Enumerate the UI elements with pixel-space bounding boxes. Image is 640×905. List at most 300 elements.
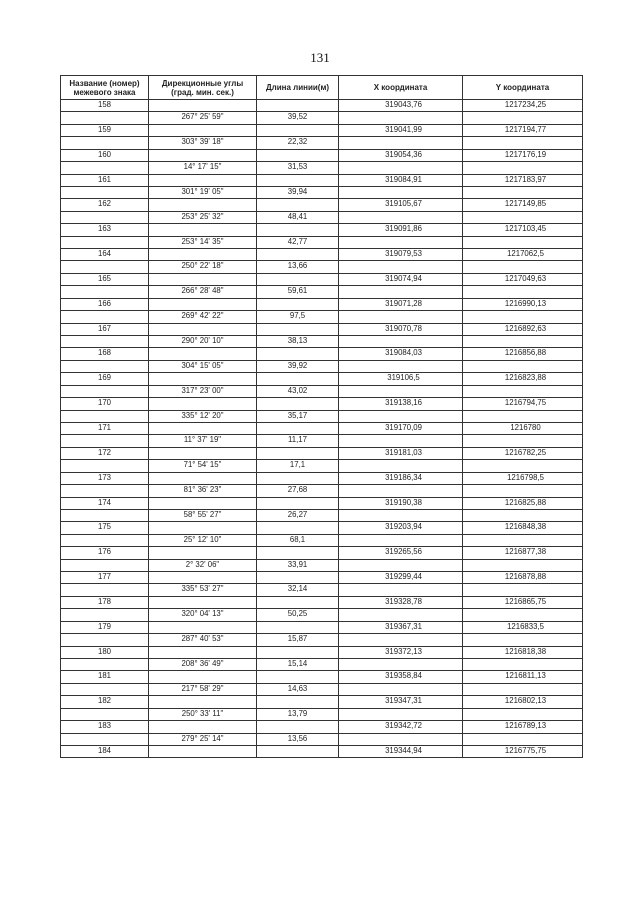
empty-cell xyxy=(463,236,583,248)
header-y-coordinate: Y координата xyxy=(463,76,583,100)
x-coordinate: 319367,31 xyxy=(339,621,463,633)
empty-cell xyxy=(463,336,583,348)
point-row xyxy=(61,124,583,136)
y-coordinate: 1216794,75 xyxy=(463,398,583,410)
point-name: 177 xyxy=(61,572,149,584)
empty-cell xyxy=(61,609,149,621)
y-coordinate: 1216877,38 xyxy=(463,547,583,559)
x-coordinate: 319074,94 xyxy=(339,273,463,285)
line-length: 31,53 xyxy=(257,162,339,174)
segment-row xyxy=(61,186,583,198)
empty-cell xyxy=(61,733,149,745)
direction-angle: 335° 53' 27" xyxy=(149,584,257,596)
point-row xyxy=(61,149,583,161)
empty-cell xyxy=(61,634,149,646)
empty-cell xyxy=(257,348,339,360)
empty-cell xyxy=(257,721,339,733)
line-length: 50,25 xyxy=(257,609,339,621)
empty-cell xyxy=(257,100,339,112)
empty-cell xyxy=(257,323,339,335)
segment-row xyxy=(61,509,583,521)
empty-cell xyxy=(61,336,149,348)
empty-cell xyxy=(339,584,463,596)
empty-cell xyxy=(61,211,149,223)
empty-cell xyxy=(463,186,583,198)
point-name: 176 xyxy=(61,547,149,559)
segment-row xyxy=(61,360,583,372)
line-length: 15,87 xyxy=(257,634,339,646)
empty-cell xyxy=(149,547,257,559)
direction-angle: 301° 19' 05" xyxy=(149,186,257,198)
segment-row xyxy=(61,534,583,546)
point-row xyxy=(61,348,583,360)
point-name: 159 xyxy=(61,124,149,136)
line-length: 42,77 xyxy=(257,236,339,248)
empty-cell xyxy=(339,509,463,521)
empty-cell xyxy=(149,149,257,161)
point-row xyxy=(61,100,583,112)
empty-cell xyxy=(339,683,463,695)
x-coordinate: 319054,36 xyxy=(339,149,463,161)
line-length: 39,92 xyxy=(257,360,339,372)
y-coordinate: 1216823,88 xyxy=(463,373,583,385)
empty-cell xyxy=(339,360,463,372)
point-row xyxy=(61,696,583,708)
empty-cell xyxy=(61,186,149,198)
x-coordinate: 319358,84 xyxy=(339,671,463,683)
empty-cell xyxy=(149,298,257,310)
y-coordinate: 1217183,97 xyxy=(463,174,583,186)
point-row xyxy=(61,596,583,608)
direction-angle: 71° 54' 15" xyxy=(149,460,257,472)
point-row xyxy=(61,224,583,236)
empty-cell xyxy=(463,733,583,745)
empty-cell xyxy=(463,534,583,546)
point-row xyxy=(61,522,583,534)
direction-angle: 317° 23' 00" xyxy=(149,385,257,397)
line-length: 39,94 xyxy=(257,186,339,198)
empty-cell xyxy=(463,683,583,695)
segment-row xyxy=(61,460,583,472)
empty-cell xyxy=(257,124,339,136)
empty-cell xyxy=(61,236,149,248)
point-name: 174 xyxy=(61,497,149,509)
empty-cell xyxy=(61,584,149,596)
x-coordinate: 319203,94 xyxy=(339,522,463,534)
empty-cell xyxy=(257,149,339,161)
y-coordinate: 1216775,75 xyxy=(463,745,583,757)
direction-angle: 303° 39' 18" xyxy=(149,137,257,149)
empty-cell xyxy=(257,646,339,658)
point-row xyxy=(61,174,583,186)
empty-cell xyxy=(61,385,149,397)
empty-cell xyxy=(463,658,583,670)
point-name: 166 xyxy=(61,298,149,310)
empty-cell xyxy=(149,472,257,484)
y-coordinate: 1216833,5 xyxy=(463,621,583,633)
empty-cell xyxy=(257,447,339,459)
y-coordinate: 1216811,13 xyxy=(463,671,583,683)
direction-angle: 208° 36' 49" xyxy=(149,658,257,670)
segment-row xyxy=(61,211,583,223)
segment-row xyxy=(61,733,583,745)
line-length: 33,91 xyxy=(257,559,339,571)
line-length: 48,41 xyxy=(257,211,339,223)
empty-cell xyxy=(339,385,463,397)
empty-cell xyxy=(339,261,463,273)
point-name: 170 xyxy=(61,398,149,410)
empty-cell xyxy=(339,435,463,447)
empty-cell xyxy=(61,360,149,372)
y-coordinate: 1216780 xyxy=(463,422,583,434)
point-name: 171 xyxy=(61,422,149,434)
empty-cell xyxy=(257,671,339,683)
point-row xyxy=(61,745,583,757)
point-name: 184 xyxy=(61,745,149,757)
point-name: 173 xyxy=(61,472,149,484)
direction-angle: 2° 32' 06" xyxy=(149,559,257,571)
empty-cell xyxy=(257,472,339,484)
x-coordinate: 319105,67 xyxy=(339,199,463,211)
header-x-coordinate: X координата xyxy=(339,76,463,100)
direction-angle: 253° 14' 35" xyxy=(149,236,257,248)
empty-cell xyxy=(149,596,257,608)
segment-row xyxy=(61,385,583,397)
empty-cell xyxy=(61,137,149,149)
point-row xyxy=(61,422,583,434)
empty-cell xyxy=(61,435,149,447)
table-header-row xyxy=(61,76,583,100)
empty-cell xyxy=(463,410,583,422)
y-coordinate: 1216856,88 xyxy=(463,348,583,360)
empty-cell xyxy=(61,683,149,695)
line-length: 97,5 xyxy=(257,311,339,323)
empty-cell xyxy=(339,112,463,124)
empty-cell xyxy=(149,572,257,584)
segment-row xyxy=(61,236,583,248)
line-length: 13,66 xyxy=(257,261,339,273)
point-name: 161 xyxy=(61,174,149,186)
empty-cell xyxy=(61,112,149,124)
point-row xyxy=(61,671,583,683)
direction-angle: 335° 12' 20" xyxy=(149,410,257,422)
empty-cell xyxy=(463,162,583,174)
x-coordinate: 319043,76 xyxy=(339,100,463,112)
line-length: 59,61 xyxy=(257,286,339,298)
y-coordinate: 1216818,38 xyxy=(463,646,583,658)
boundary-coordinates-table xyxy=(60,75,583,758)
y-coordinate: 1217049,63 xyxy=(463,273,583,285)
empty-cell xyxy=(463,435,583,447)
empty-cell xyxy=(257,249,339,261)
segment-row xyxy=(61,137,583,149)
header-direction-angle: Дирекционные углы (град. мин. сек.) xyxy=(149,76,257,100)
point-row xyxy=(61,398,583,410)
empty-cell xyxy=(339,658,463,670)
y-coordinate: 1216865,75 xyxy=(463,596,583,608)
point-row xyxy=(61,572,583,584)
empty-cell xyxy=(61,460,149,472)
point-name: 158 xyxy=(61,100,149,112)
line-length: 26,27 xyxy=(257,509,339,521)
line-length: 39,52 xyxy=(257,112,339,124)
y-coordinate: 1216878,88 xyxy=(463,572,583,584)
point-name: 162 xyxy=(61,199,149,211)
empty-cell xyxy=(149,497,257,509)
empty-cell xyxy=(257,497,339,509)
empty-cell xyxy=(257,373,339,385)
point-row xyxy=(61,646,583,658)
empty-cell xyxy=(149,348,257,360)
x-coordinate: 319186,34 xyxy=(339,472,463,484)
empty-cell xyxy=(149,100,257,112)
empty-cell xyxy=(149,373,257,385)
line-length: 32,14 xyxy=(257,584,339,596)
empty-cell xyxy=(61,534,149,546)
y-coordinate: 1217194,77 xyxy=(463,124,583,136)
empty-cell xyxy=(257,572,339,584)
segment-row xyxy=(61,658,583,670)
empty-cell xyxy=(463,211,583,223)
segment-row xyxy=(61,336,583,348)
empty-cell xyxy=(463,112,583,124)
x-coordinate: 319170,09 xyxy=(339,422,463,434)
segment-row xyxy=(61,410,583,422)
empty-cell xyxy=(149,447,257,459)
direction-angle: 11° 37' 19" xyxy=(149,435,257,447)
empty-cell xyxy=(339,336,463,348)
direction-angle: 81° 36' 23" xyxy=(149,485,257,497)
empty-cell xyxy=(149,422,257,434)
segment-row xyxy=(61,311,583,323)
empty-cell xyxy=(339,286,463,298)
line-length: 11,17 xyxy=(257,435,339,447)
empty-cell xyxy=(149,696,257,708)
empty-cell xyxy=(463,609,583,621)
direction-angle: 290° 20' 10" xyxy=(149,336,257,348)
x-coordinate: 319070,78 xyxy=(339,323,463,335)
empty-cell xyxy=(149,745,257,757)
y-coordinate: 1216782,25 xyxy=(463,447,583,459)
point-row xyxy=(61,547,583,559)
empty-cell xyxy=(257,621,339,633)
x-coordinate: 319265,56 xyxy=(339,547,463,559)
point-name: 180 xyxy=(61,646,149,658)
empty-cell xyxy=(149,199,257,211)
empty-cell xyxy=(463,460,583,472)
segment-row xyxy=(61,435,583,447)
empty-cell xyxy=(257,422,339,434)
x-coordinate: 319071,28 xyxy=(339,298,463,310)
segment-row xyxy=(61,584,583,596)
empty-cell xyxy=(257,199,339,211)
x-coordinate: 319347,31 xyxy=(339,696,463,708)
empty-cell xyxy=(149,273,257,285)
y-coordinate: 1217234,25 xyxy=(463,100,583,112)
segment-row xyxy=(61,708,583,720)
empty-cell xyxy=(339,186,463,198)
segment-row xyxy=(61,683,583,695)
empty-cell xyxy=(339,137,463,149)
direction-angle: 279° 25' 14" xyxy=(149,733,257,745)
empty-cell xyxy=(149,224,257,236)
empty-cell xyxy=(149,174,257,186)
empty-cell xyxy=(257,174,339,186)
point-name: 160 xyxy=(61,149,149,161)
empty-cell xyxy=(257,398,339,410)
direction-angle: 267° 25' 59" xyxy=(149,112,257,124)
empty-cell xyxy=(61,658,149,670)
segment-row xyxy=(61,112,583,124)
line-length: 35,17 xyxy=(257,410,339,422)
point-name: 172 xyxy=(61,447,149,459)
empty-cell xyxy=(257,522,339,534)
empty-cell xyxy=(61,286,149,298)
empty-cell xyxy=(61,559,149,571)
empty-cell xyxy=(149,522,257,534)
empty-cell xyxy=(149,721,257,733)
y-coordinate: 1217149,85 xyxy=(463,199,583,211)
empty-cell xyxy=(149,671,257,683)
empty-cell xyxy=(257,596,339,608)
empty-cell xyxy=(149,646,257,658)
empty-cell xyxy=(339,534,463,546)
y-coordinate: 1216798,5 xyxy=(463,472,583,484)
empty-cell xyxy=(339,162,463,174)
point-name: 182 xyxy=(61,696,149,708)
empty-cell xyxy=(339,236,463,248)
segment-row xyxy=(61,261,583,273)
page-number: 131 xyxy=(310,50,330,65)
point-name: 167 xyxy=(61,323,149,335)
empty-cell xyxy=(339,609,463,621)
line-length: 17,1 xyxy=(257,460,339,472)
line-length: 27,68 xyxy=(257,485,339,497)
empty-cell xyxy=(463,485,583,497)
empty-cell xyxy=(149,323,257,335)
direction-angle: 253° 25' 32" xyxy=(149,211,257,223)
header-line-length: Длина линии(м) xyxy=(257,76,339,100)
direction-angle: 304° 15' 05" xyxy=(149,360,257,372)
y-coordinate: 1216802,13 xyxy=(463,696,583,708)
point-name: 178 xyxy=(61,596,149,608)
point-row xyxy=(61,298,583,310)
empty-cell xyxy=(463,137,583,149)
point-row xyxy=(61,323,583,335)
point-name: 163 xyxy=(61,224,149,236)
x-coordinate: 319091,86 xyxy=(339,224,463,236)
empty-cell xyxy=(339,733,463,745)
empty-cell xyxy=(463,385,583,397)
x-coordinate: 319181,03 xyxy=(339,447,463,459)
segment-row xyxy=(61,162,583,174)
point-name: 183 xyxy=(61,721,149,733)
x-coordinate: 319342,72 xyxy=(339,721,463,733)
empty-cell xyxy=(339,460,463,472)
point-row xyxy=(61,621,583,633)
y-coordinate: 1217103,45 xyxy=(463,224,583,236)
empty-cell xyxy=(339,708,463,720)
y-coordinate: 1217062,5 xyxy=(463,249,583,261)
segment-row xyxy=(61,609,583,621)
empty-cell xyxy=(149,621,257,633)
empty-cell xyxy=(61,485,149,497)
empty-cell xyxy=(339,211,463,223)
segment-row xyxy=(61,485,583,497)
empty-cell xyxy=(339,410,463,422)
direction-angle: 320° 04' 13" xyxy=(149,609,257,621)
point-name: 181 xyxy=(61,671,149,683)
point-name: 165 xyxy=(61,273,149,285)
x-coordinate: 319084,03 xyxy=(339,348,463,360)
empty-cell xyxy=(463,311,583,323)
point-name: 179 xyxy=(61,621,149,633)
x-coordinate: 319079,53 xyxy=(339,249,463,261)
empty-cell xyxy=(257,273,339,285)
segment-row xyxy=(61,559,583,571)
line-length: 13,56 xyxy=(257,733,339,745)
empty-cell xyxy=(257,224,339,236)
x-coordinate: 319138,16 xyxy=(339,398,463,410)
line-length: 14,63 xyxy=(257,683,339,695)
x-coordinate: 319344,94 xyxy=(339,745,463,757)
empty-cell xyxy=(61,261,149,273)
point-name: 164 xyxy=(61,249,149,261)
empty-cell xyxy=(463,584,583,596)
direction-angle: 287° 40' 53" xyxy=(149,634,257,646)
empty-cell xyxy=(257,547,339,559)
x-coordinate: 319328,78 xyxy=(339,596,463,608)
empty-cell xyxy=(463,509,583,521)
point-name: 168 xyxy=(61,348,149,360)
empty-cell xyxy=(339,311,463,323)
empty-cell xyxy=(149,398,257,410)
point-row xyxy=(61,199,583,211)
empty-cell xyxy=(463,261,583,273)
point-row xyxy=(61,373,583,385)
empty-cell xyxy=(463,360,583,372)
segment-row xyxy=(61,286,583,298)
direction-angle: 250° 22' 18" xyxy=(149,261,257,273)
empty-cell xyxy=(61,509,149,521)
y-coordinate: 1216848,38 xyxy=(463,522,583,534)
line-length: 68,1 xyxy=(257,534,339,546)
y-coordinate: 1216892,63 xyxy=(463,323,583,335)
direction-angle: 269° 42' 22" xyxy=(149,311,257,323)
empty-cell xyxy=(61,311,149,323)
x-coordinate: 319041,99 xyxy=(339,124,463,136)
point-row xyxy=(61,273,583,285)
empty-cell xyxy=(61,708,149,720)
point-row xyxy=(61,721,583,733)
segment-row xyxy=(61,634,583,646)
empty-cell xyxy=(463,286,583,298)
empty-cell xyxy=(149,124,257,136)
empty-cell xyxy=(463,559,583,571)
y-coordinate: 1216990,13 xyxy=(463,298,583,310)
empty-cell xyxy=(257,298,339,310)
y-coordinate: 1216789,13 xyxy=(463,721,583,733)
x-coordinate: 319372,13 xyxy=(339,646,463,658)
point-name: 169 xyxy=(61,373,149,385)
empty-cell xyxy=(61,410,149,422)
x-coordinate: 319084,91 xyxy=(339,174,463,186)
direction-angle: 58° 55' 27" xyxy=(149,509,257,521)
direction-angle: 14° 17' 15" xyxy=(149,162,257,174)
line-length: 22,32 xyxy=(257,137,339,149)
direction-angle: 25° 12' 10" xyxy=(149,534,257,546)
y-coordinate: 1217176,19 xyxy=(463,149,583,161)
